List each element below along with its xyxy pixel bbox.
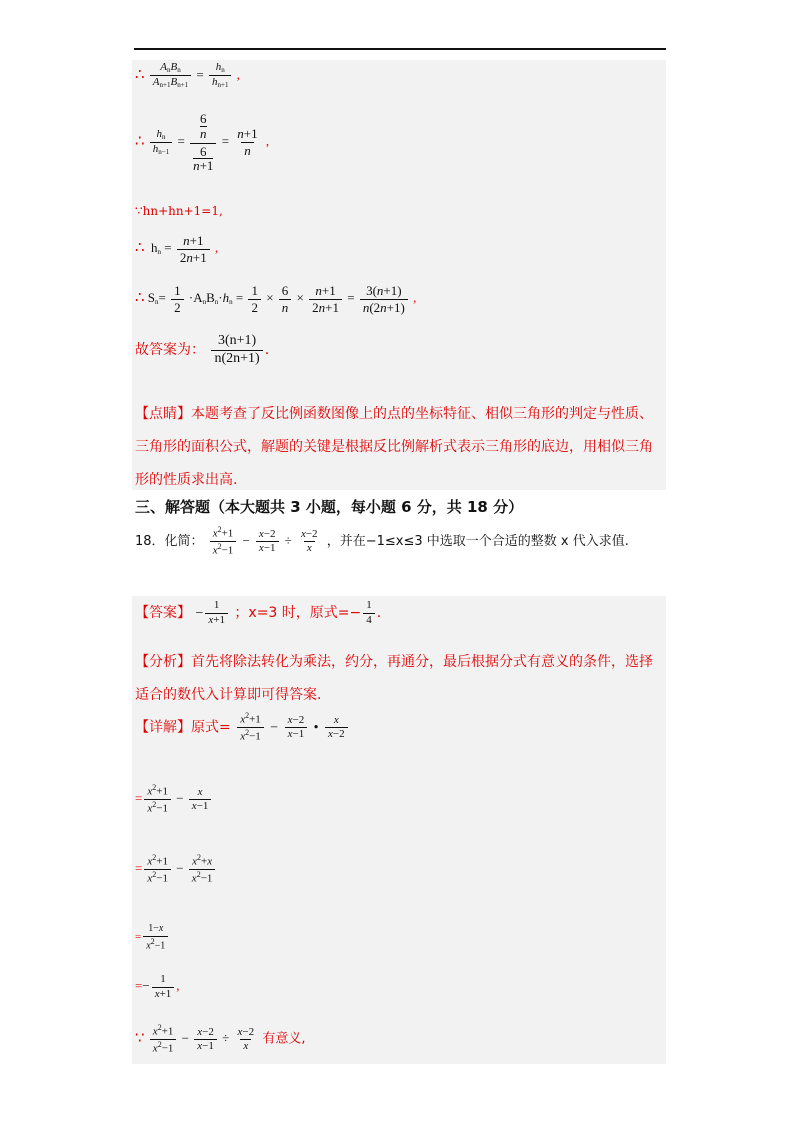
- top-rule: [134, 48, 666, 50]
- answer-fraction: $\frac{3(n+1)}{n(2n+1)}$: [211, 334, 262, 366]
- dianjing-tag: 【点睛】: [135, 406, 191, 422]
- question-tail: ，并在−1≤x≤3 中选取一个合适的整数 x 代入求值.: [326, 534, 629, 550]
- step-height-ratio: ∴ $\frac{h_n}{h_{n-1}}$ = 6 n 6 n+1 = $\frac{n+1}{n}$ ,: [135, 111, 270, 174]
- answer-prefix: 故答案为：: [135, 342, 205, 359]
- therefore-symbol: ∴: [135, 66, 145, 83]
- final-answer-line: 故答案为： $\frac{3(n+1)}{n(2n+1)}$ .: [135, 333, 270, 366]
- simplify-step-1: = $\frac{x^2+1}{x^2-1}$ − $\frac{x}{x-1}$: [135, 784, 213, 815]
- step-sum-condition: ∵hn+hn+1=1,: [135, 204, 223, 218]
- simplify-step-3: = $\frac{1-x}{x^2-1}$: [135, 924, 170, 951]
- step-ratio-equation: ∴ $\frac{A_nB_n}{A_{n+1}B_{n+1}}$ = $\frac{h_n}{h_{n+1}}$ ,: [135, 61, 240, 90]
- simplify-step-2: = $\frac{x^2+1}{x^2-1}$ − $\frac{x^2+x}{x^2-1}$: [135, 854, 217, 885]
- answer-line: 【答案】 − $\frac{1}{x+1}$ ；x=3 时，原式=− $\frac{1}{4}$ .: [135, 599, 382, 626]
- detail-tag: 【详解】: [135, 719, 191, 736]
- detail-line: 【详解】原式= $\frac{x^2+1}{x^2-1}$ − $\frac{x-2}{x-1}$ • $\frac{x}{x-2}$: [135, 712, 350, 743]
- answer-tag: 【答案】: [135, 605, 191, 622]
- definedness-condition: ∵ $\frac{x^2+1}{x^2-1}$ − $\frac{x-2}{x-1}$ ÷ $\frac{x-2}{x}$ 有意义,: [135, 1023, 306, 1055]
- simplify-step-4: =− $\frac{1}{x+1}$ ,: [135, 973, 180, 1000]
- definedness-text: 有意义,: [262, 1031, 306, 1047]
- dianjing-note: [135, 398, 655, 497]
- dianjing-text: 本题考查了反比例函数图像上的点的坐标特征、相似三角形的判定与性质、三角形的面积公式，解题的关键是根据反比例解析式表示三角形的底边，用相似三角形的性质求出高.: [135, 406, 653, 488]
- question-number: 18．化简：: [135, 534, 204, 550]
- therefore-symbol: ∴: [135, 290, 145, 307]
- therefore-symbol: ∴: [135, 240, 145, 257]
- analysis-tag: 【分析】: [135, 654, 191, 670]
- section-title: 三、解答题（本大题共 3 小题，每小题 6 分，共 18 分）: [135, 498, 524, 516]
- question-18: 18．化简： $\frac{x^2+1}{x^2-1}$ − $\frac{x-2}{x-1}$ ÷ $\frac{x-2}{x}$ ，并在−1≤x≤3 中选取一个合适的整数 x 代入求值.: [135, 525, 629, 557]
- detail-lead: 原式=: [191, 719, 231, 736]
- analysis-text: 首先将除法转化为乘法，约分，再通分，最后根据分式有意义的条件，选择适合的数代入计算即可得答案.: [135, 654, 653, 703]
- because-symbol: ∵: [135, 1030, 145, 1047]
- therefore-symbol: ∴: [135, 133, 145, 150]
- step-area-formula: ∴ $S_n=$ $\frac{1}{2}$ $\cdot A_nB_n\cdot h_n$ = $\frac{1}{2}$ × $\frac{6}{n}$ × $\frac{n+1}{2n+1}$ = $\frac{3(n+1)}{n(2n+1)}$ ,: [135, 283, 417, 315]
- step-height-value: ∴ $h_n$ = $\frac{n+1}{2n+1}$ ,: [135, 233, 219, 265]
- analysis-note: [135, 646, 655, 712]
